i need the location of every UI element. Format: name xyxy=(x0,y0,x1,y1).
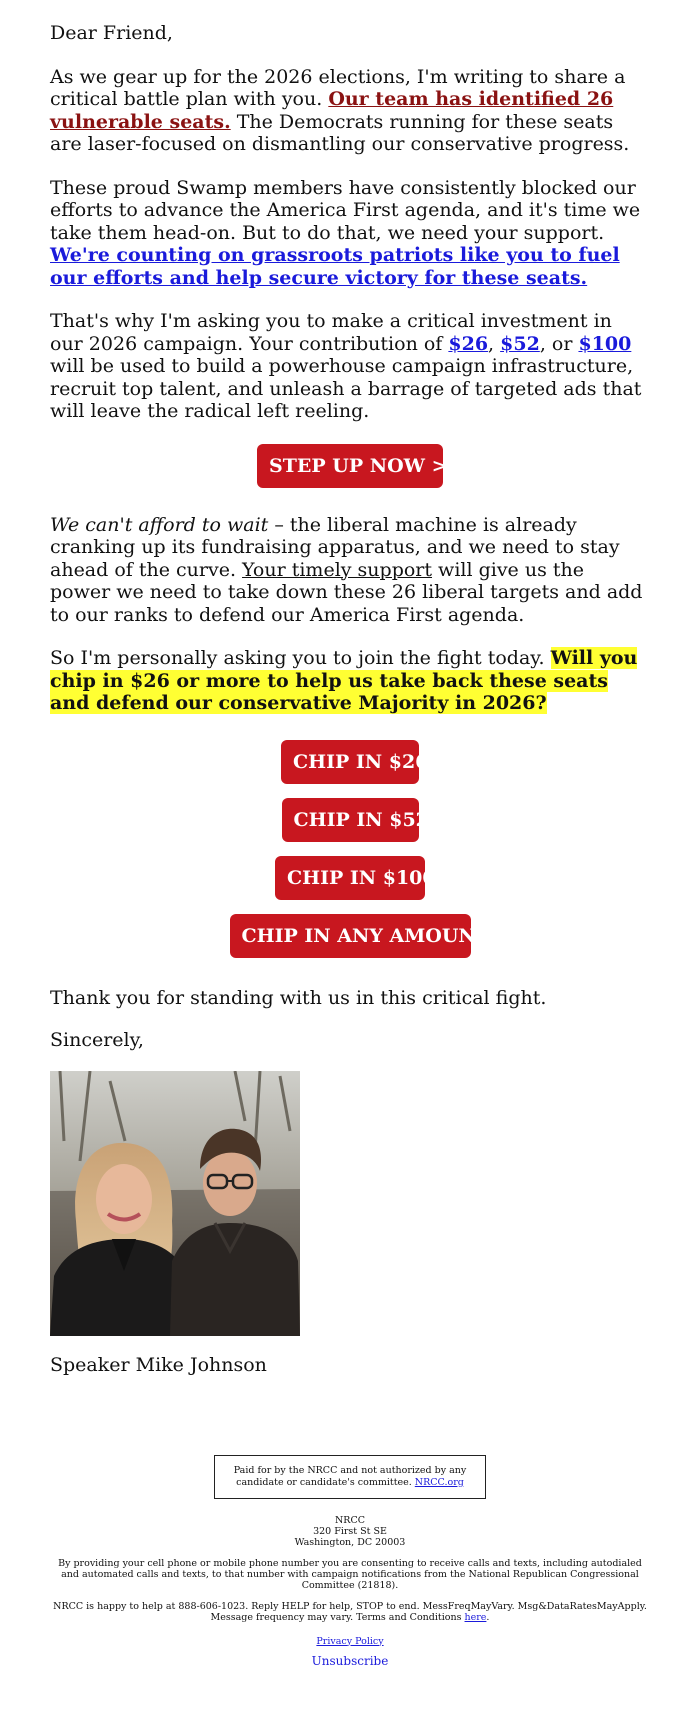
closing: Sincerely, xyxy=(50,1029,144,1051)
chip-100-row xyxy=(50,856,650,900)
grassroots-link[interactable]: We're counting on grassroots patriots like you to fuel our efforts and help secure victory for these seats. xyxy=(50,244,620,289)
paragraph-text: will give us the power we need to take down these 26 liberal targets and add to our ranks to defend our America First agenda. xyxy=(50,558,643,626)
nrcc-org-link[interactable]: NRCC.org xyxy=(414,1476,464,1488)
paragraph-battle-plan xyxy=(50,66,650,156)
step-up-row xyxy=(50,444,650,488)
chip-any-row xyxy=(50,914,650,958)
paid-for-disclaimer xyxy=(214,1455,486,1499)
paragraph-text: So I'm personally asking you to join the fight today. xyxy=(50,647,551,669)
amount-52-link[interactable]: $52 xyxy=(500,332,540,355)
amount-26-link[interactable]: $26 xyxy=(448,332,489,355)
privacy-policy-link[interactable]: Privacy Policy xyxy=(316,1635,384,1647)
underlined-text: Your timely support xyxy=(242,558,433,581)
step-up-now-button[interactable]: STEP UP NOW >> xyxy=(257,444,443,488)
email-body xyxy=(50,0,650,1668)
vulnerable-seats-link[interactable]: Our team has identified 26 vulnerable seats. xyxy=(50,88,614,133)
footer-privacy xyxy=(50,1636,650,1647)
footer-unsubscribe xyxy=(50,1653,650,1668)
separator: , or xyxy=(539,332,579,355)
paragraph-text: will be used to build a powerhouse campaign infrastructure, recruit top talent, and unleash a barrage of targeted ads that will leave the radical left reeling. xyxy=(50,355,642,422)
footer-address xyxy=(50,1515,650,1548)
emphasis-text: We can't afford to wait xyxy=(50,513,269,536)
thank-you-line: Thank you for standing with us in this critical fight. xyxy=(50,986,547,1009)
help-text: NRCC is happy to help at 888-606-1023. Reply HELP for help, STOP to end. MessFreqMayVary. Msg&DataRatesMayApply. Message frequency may vary. Terms and Conditions xyxy=(53,1600,647,1623)
paragraph-swamp xyxy=(50,177,650,290)
chip-26-row xyxy=(50,740,650,784)
paragraph-text: As we gear up for the 2026 elections, I'm writing to share a critical battle plan with you. xyxy=(50,65,626,110)
paragraph-text: The Democrats running for these seats are laser-focused on dismantling our conservative progress. xyxy=(50,110,630,155)
paragraph-text: These proud Swamp members have consistently blocked our efforts to advance the America First agenda, and it's time we take them head-on. But to do that, we need your support. xyxy=(50,176,641,244)
greeting: Dear Friend, xyxy=(50,22,173,44)
chip-in-100-button[interactable]: CHIP IN $100 xyxy=(275,856,425,900)
footer-help xyxy=(50,1601,650,1623)
chip-52-row xyxy=(50,798,650,842)
footer-consent: By providing your cell phone or mobile phone number you are consenting to receive calls and texts, including autodialed and automated calls and texts, to that number with campaign notifications from the National Republican Congressional Committee (21818). xyxy=(58,1557,642,1591)
paragraph-ask xyxy=(50,647,650,715)
paragraph-text: That's why I'm asking you to make a critical investment in our 2026 campaign. Your contribution of xyxy=(50,310,612,355)
highlighted-ask: Will you chip in $26 or more to help us take back these seats and defend our conservative Majority in 2026? xyxy=(50,647,638,714)
chip-in-any-amount-button[interactable]: CHIP IN ANY AMOUNT xyxy=(230,914,471,958)
terms-here-link[interactable]: here xyxy=(464,1611,487,1623)
disclaimer-text: Paid for by the NRCC and not authorized by any candidate or candidate's committee. xyxy=(233,1464,467,1488)
help-text: . xyxy=(486,1611,490,1623)
paragraph-text: – the liberal machine is already cranking up its fundraising apparatus, and we need to stay ahead of the curve. xyxy=(50,513,620,581)
separator: , xyxy=(488,332,501,355)
footer-street: 320 First St SE xyxy=(313,1525,387,1537)
paragraph-investment xyxy=(50,310,650,423)
unsubscribe-link[interactable]: Unsubscribe xyxy=(311,1653,389,1668)
paragraph-cant-wait xyxy=(50,514,650,627)
signer-name: Speaker Mike Johnson xyxy=(50,1353,267,1376)
signer-photo xyxy=(50,1071,300,1336)
amount-100-link[interactable]: $100 xyxy=(578,332,632,355)
chip-in-26-button[interactable]: CHIP IN $26 xyxy=(281,740,419,784)
chip-in-52-button[interactable]: CHIP IN $52 xyxy=(282,798,419,842)
footer-org: NRCC xyxy=(334,1514,365,1526)
spacer xyxy=(50,1376,650,1455)
footer-city: Washington, DC 20003 xyxy=(294,1536,406,1548)
